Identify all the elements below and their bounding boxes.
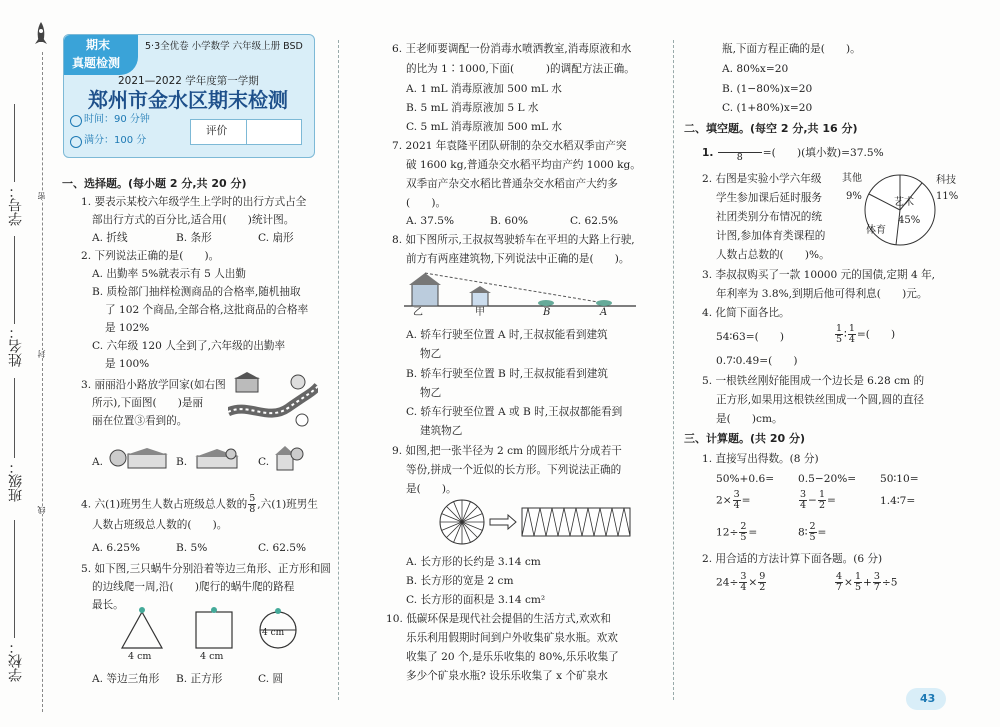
q4-text-a: 4. 六(1)班男生人数占班级总人数的 (81, 498, 248, 511)
c1-row1-c: 50∶10= (880, 473, 919, 485)
q5-label-square: 4 cm (200, 651, 224, 662)
school-label: 学校： (8, 640, 24, 682)
name-line (14, 236, 15, 324)
q8-line2: 前方有两座建筑物,下列说法中正确的是( )。 (406, 253, 630, 265)
q7-line4: ( )。 (406, 197, 447, 209)
q8-label-b: B (543, 307, 551, 318)
q7-line3: 双季亩产杂交水稻比普通杂交水稻亩产大约多 (406, 178, 618, 190)
q4-text-b: ,六(1)班男生 (257, 498, 318, 511)
c1-row2-b: $\frac{3}{4}$ − $\frac{1}{2}$ = (800, 489, 836, 511)
clock-icon (70, 115, 82, 127)
f4b-n1: 1 (836, 323, 843, 334)
q6-option-c[interactable]: C. 5 mL 消毒原液加 500 mL 水 (406, 121, 562, 133)
f2-line3: 社团类别分布情况的统 (716, 211, 822, 223)
id-line (14, 104, 15, 182)
q5-option-c[interactable]: C. 圆 (258, 673, 284, 685)
exam-title: 郑州市金水区期末检测 (88, 88, 288, 112)
seal-mark-2: 封 (37, 350, 46, 358)
q6-option-a[interactable]: A. 1 mL 消毒原液加 500 mL 水 (406, 83, 562, 95)
f4b-frac1 (835, 324, 843, 345)
eval-divider (246, 119, 247, 145)
f3-line2: 年利率为 3.8%,到期后他可得利息( )元。 (716, 288, 928, 300)
q3-option-c-image (273, 444, 305, 472)
pie-label-art: 艺术 (894, 197, 914, 208)
q10-option-c[interactable]: C. (1+80%)x=20 (722, 102, 813, 114)
seal-mark-3: 线 (37, 506, 46, 514)
q5-line2: 的边线爬一周,沿( )爬行的蜗牛爬的路程 (92, 581, 295, 593)
c2-expr-b: $\frac{4}{7}$ × $\frac{1}{5}$ + $\frac{3}{7}$ ÷5 (836, 571, 898, 593)
c1-row1-a: 50%+0.6= (716, 473, 775, 485)
f1-frac-den: 8 (736, 152, 743, 163)
pie-label-sports: 体育 (866, 225, 886, 236)
q6-line1: 6. 王老师要调配一份消毒水喷洒教室,消毒原液和水 (392, 43, 632, 55)
q2-option-b2: 了 102 个商品,全部合格,这批商品的合格率 (105, 304, 309, 316)
q8-option-a1[interactable]: A. 轿车行驶至位置 A 时,王叔叔能看到建筑 (406, 329, 608, 341)
f4-part-b: $\frac{1}{5}$ ∶ $\frac{1}{4}$ =( ) (836, 323, 896, 345)
q3-line1: 3. 丽丽沿小路放学回家(如右图 (81, 379, 226, 391)
f4-part-a: 54∶63=( ) (716, 331, 785, 343)
q4-option-b[interactable]: B. 5% (176, 542, 208, 554)
pie-label-tech: 科技 (936, 175, 956, 186)
q10-line1: 10. 低碳环保是现代社会提倡的生活方式,欢欢和 (386, 613, 611, 625)
f3-line1: 3. 李叔叔购买了一款 10000 元的国债,定期 4 年, (702, 269, 936, 281)
q8-label-yi: 乙 (413, 307, 423, 318)
c2-expr-a: 24÷ $\frac{3}{4}$ × $\frac{9}{2}$ (716, 571, 766, 593)
q3-option-b-image (193, 446, 243, 470)
q4-option-c[interactable]: C. 62.5% (258, 542, 307, 554)
f4b-d1: 5 (836, 334, 843, 345)
c2-line: 2. 用合适的方法计算下面各题。(6 分) (702, 553, 883, 565)
q1-line2: 部出行方式的百分比,适合用( )统计图。 (92, 214, 295, 226)
q10-line3: 收集了 20 个,是乐乐收集的 80%,乐乐收集了 (406, 651, 619, 663)
q2-option-c1[interactable]: C. 六年级 120 人全到了,六年级的出勤率 (92, 340, 286, 352)
q8-option-b1[interactable]: B. 轿车行驶至位置 B 时,王叔叔能看到建筑 (406, 368, 608, 380)
q5-label-circle: 4 cm (262, 628, 285, 638)
q6-line2: 的比为 1∶1000,下面( )的调配方法正确。 (406, 63, 635, 75)
section3-title: 三、计算题。(共 20 分) (684, 432, 806, 445)
f4-line: 4. 化简下面各比。 (702, 307, 790, 319)
q9-option-a[interactable]: A. 长方形的长约是 3.14 cm (406, 556, 541, 568)
q5-label-triangle: 4 cm (128, 651, 152, 662)
q4-fraction (248, 494, 256, 515)
binding-line (42, 52, 43, 712)
f2-line5: 人数占总数的( )%。 (716, 249, 830, 261)
check-icon (70, 136, 82, 148)
section1-title: 一、选择题。(每小题 2 分,共 20 分) (62, 177, 247, 190)
q3-option-a-label[interactable]: A. (92, 456, 104, 468)
f1-text: =( )(填小数)=37.5% (762, 147, 884, 159)
q8-label-a: A (600, 307, 608, 318)
id-label: 学号： (8, 184, 24, 226)
q10-option-b[interactable]: B. (1−80%)x=20 (722, 83, 813, 95)
q8-option-c1[interactable]: C. 轿车行驶至位置 A 或 B 时,王叔叔都能看到 (406, 406, 623, 418)
f1-number: 1. (702, 147, 714, 159)
q2-line1: 2. 下列说法正确的是( )。 (81, 250, 220, 262)
pie-label-tech-pct: 11% (936, 191, 959, 202)
q7-option-b[interactable]: B. 60% (490, 215, 529, 227)
class-line (14, 378, 15, 458)
q3-road-illustration (228, 372, 318, 430)
q3-line2: 所示),下面图( )是丽 (92, 397, 204, 409)
section2-title: 二、填空题。(每空 2 分,共 16 分) (684, 122, 858, 135)
q9-line2: 等份,拼成一个近似的长方形。下列说法正确的 (406, 464, 622, 476)
f2-line2: 学生参加课后延时服务 (716, 192, 822, 204)
pie-label-art-pct: 45% (898, 215, 921, 226)
q3-line3: 丽在位置③看到的。 (92, 415, 188, 427)
rocket-icon (34, 22, 48, 48)
q3-option-a-image (108, 446, 168, 470)
q10-line5: 瓶,下面方程正确的是( )。 (722, 43, 861, 55)
f5-line1: 5. 一根铁丝刚好能围成一个边长是 6.28 cm 的 (702, 375, 925, 387)
time-text: 时间：90 分钟 (84, 114, 150, 125)
f4b-n2: 1 (848, 323, 855, 334)
q4-option-a[interactable]: A. 6.25% (92, 542, 141, 554)
f4b-d2: 4 (848, 334, 855, 345)
column-divider-1 (338, 40, 339, 700)
c1-line: 1. 直接写出得数。(8 分) (702, 453, 819, 465)
q2-option-c2: 是 100% (105, 358, 150, 370)
page-number: 43 (920, 692, 936, 705)
c1-row2-c: 1.4∶7= (880, 495, 916, 507)
q2-option-b1[interactable]: B. 质检部门抽样检测商品的合格率,随机抽取 (92, 286, 301, 298)
f4b-rest: =( ) (856, 328, 896, 341)
q1-option-b[interactable]: B. 条形 (176, 232, 212, 244)
pie-label-other-pct: 9% (846, 191, 862, 202)
q8-label-jia: 甲 (475, 307, 485, 318)
q9-option-b[interactable]: B. 长方形的宽是 2 cm (406, 575, 514, 587)
class-label: 班级： (8, 460, 24, 502)
q5-line3: 最长。 (92, 599, 124, 611)
f2-line1: 2. 右图是实验小学六年级 (702, 173, 822, 185)
q4-line1 (81, 494, 318, 515)
f1-line (702, 143, 884, 163)
badge-line1: 期末 (86, 38, 111, 52)
q8-line1: 8. 如下图所示,王叔叔驾驶轿车在平坦的大路上行驶, (392, 234, 635, 246)
name-label: 姓名： (8, 325, 24, 367)
f4b-frac2 (848, 324, 856, 345)
score-text: 满分：100 分 (84, 135, 147, 146)
c1-row3-b: 8∶ $\frac{2}{5}$ = (798, 521, 827, 543)
q9-circle-to-rectangle (438, 498, 638, 546)
q7-option-c[interactable]: C. 62.5% (570, 215, 619, 227)
q5-option-a[interactable]: A. 等边三角形 (92, 673, 160, 685)
q5-line1: 5. 如下图,三只蜗牛分别沿着等边三角形、正方形和圆 (81, 563, 331, 575)
q4-frac-num: 5 (249, 493, 256, 504)
q4-line2: 人数占班级总人数的( )。 (92, 519, 228, 531)
q9-line3: 是( )。 (406, 483, 457, 495)
q10-line2: 乐乐利用假期时间到户外收集矿泉水瓶。欢欢 (406, 632, 618, 644)
q7-option-a[interactable]: A. 37.5% (406, 215, 455, 227)
pie-label-other: 其他 (842, 173, 862, 184)
q6-option-b[interactable]: B. 5 mL 消毒原液加 5 L 水 (406, 102, 539, 114)
q9-line1: 9. 如图,把一张半径为 2 cm 的圆形纸片分成若干 (392, 445, 622, 457)
term-text: 2021—2022 学年度第一学期 (118, 75, 259, 87)
series-text: 5·3全优卷 小学数学 六年级上册 BSD (145, 41, 303, 52)
q1-line1: 1. 要表示某校六年级学生上学时的出行方式占全 (81, 196, 307, 208)
school-line (14, 520, 15, 638)
q3-option-b-label[interactable]: B. (176, 456, 188, 468)
f4-part-c: 0.7∶0.49=( ) (716, 355, 798, 367)
f5-line3: 是( )cm。 (716, 413, 783, 425)
c1-row2-a: 2× $\frac{3}{4}$ = (716, 489, 751, 511)
f2-line4: 计图,参加体育类课程的 (716, 230, 826, 242)
q9-option-c[interactable]: C. 长方形的面积是 3.14 cm² (406, 594, 546, 606)
q3-option-c-label[interactable]: C. (258, 456, 270, 468)
q8-option-c2: 建筑物乙 (420, 425, 463, 437)
q4-frac-den: 8 (249, 504, 256, 515)
q10-option-a[interactable]: A. 80%x=20 (722, 63, 789, 75)
c1-row3-a: 12÷ $\frac{2}{5}$ = (716, 521, 758, 543)
q2-option-a[interactable]: A. 出勤率 5%就表示有 5 人出勤 (92, 268, 246, 280)
q1-option-a[interactable]: A. 折线 (92, 232, 128, 244)
q5-option-b[interactable]: B. 正方形 (176, 673, 223, 685)
q7-line2: 破 1600 kg,普通杂交水稻平均亩产约 1000 kg。 (406, 159, 641, 171)
f5-line2: 正方形,如果用这根铁丝围成一个圆,圆的直径 (716, 394, 925, 406)
f1-fraction (718, 143, 762, 163)
q1-option-c[interactable]: C. 扇形 (258, 232, 294, 244)
q7-line1: 7. 2021 年袁隆平团队研制的杂交水稻双季亩产突 (392, 140, 627, 152)
badge-line2: 真题检测 (72, 56, 121, 70)
seal-mark-1: 密 (37, 192, 46, 200)
q8-option-b2: 物乙 (420, 387, 442, 399)
c1-row1-b: 0.5−20%= (798, 473, 857, 485)
q10-line4: 多少个矿泉水瓶? 设乐乐收集了 x 个矿泉水 (406, 670, 608, 682)
eval-label: 评价 (206, 125, 228, 137)
q8-option-a2: 物乙 (420, 348, 442, 360)
q2-option-b3: 是 102% (105, 322, 150, 334)
column-divider-2 (673, 40, 674, 700)
